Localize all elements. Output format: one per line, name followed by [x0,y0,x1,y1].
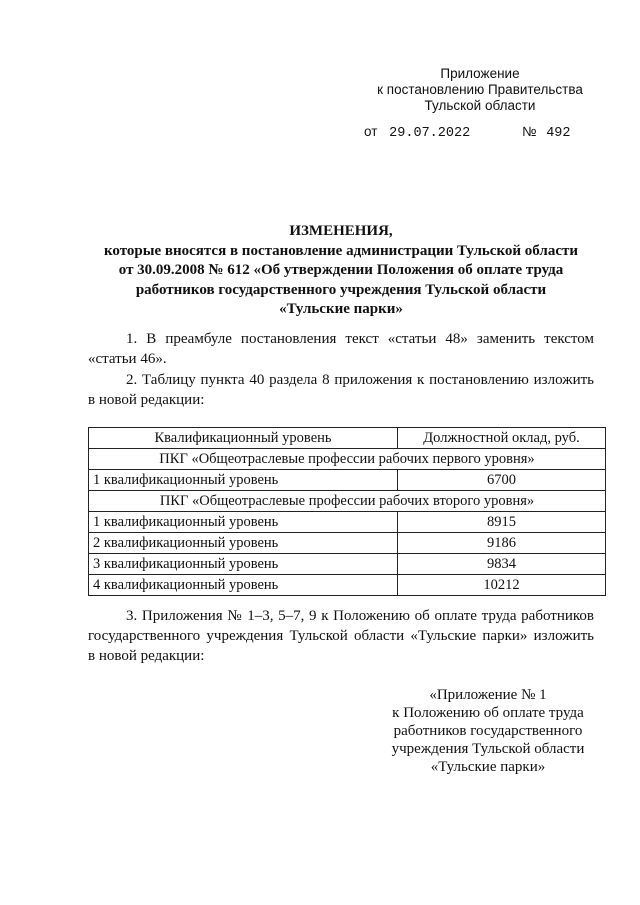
row-level: 2 квалификационный уровень [89,533,398,554]
title-line-3: от 30.09.2008 № 612 «Об утверждении Положения об оплате труда [118,262,564,278]
header-qualification-level: Квалификационный уровень [89,428,398,449]
decree-number: 492 [546,126,571,141]
annex-line-5: «Тульские парки» [430,759,546,775]
table-row [89,533,606,554]
header-salary: Должностной оклад, руб. [398,428,606,449]
table-group-row [89,491,606,512]
title-line-4: работников государственного учреждения Тульской области [135,281,547,298]
paragraph-1-line-2: «статьи 46». [88,351,167,367]
row-salary: 6700 [398,470,606,491]
row-salary: 9834 [398,554,606,575]
annex-line-1: «Приложение № 1 [429,687,547,703]
attachment-line-2: к постановлению Правительства [377,82,583,97]
group-1-title: ПКГ «Общеотраслевые профессии рабочих первого уровня» [89,449,606,470]
group-2-title: ПКГ «Общеотраслевые профессии рабочих второго уровня» [89,491,606,512]
date-prefix: от [364,124,378,139]
title-line-5: «Тульские парки» [279,301,403,317]
decree-date: 29.07.2022 [389,126,471,141]
paragraph-3-line-2: государственного учреждения Тульской области «Тульские парки» изложить [88,628,594,644]
number-sign: № [521,124,537,139]
paragraph-3-line-3: в новой редакции: [88,648,205,664]
table-row [89,575,606,596]
annex-line-2: к Положению об оплате труда [392,705,584,721]
attachment-line-3: Тульской области [424,98,536,113]
table-header-row [89,428,606,449]
attachment-line-1: Приложение [440,66,520,81]
table-row [89,470,606,491]
paragraph-2-line-2: в новой редакции: [88,392,205,408]
row-level: 1 квалификационный уровень [89,512,398,533]
annex-line-3: работников государственного [393,723,583,739]
annex-line-4: учреждения Тульской области [391,741,585,757]
title-line-2: которые вносятся в постановление администрации Тульской области [103,242,578,259]
paragraph-2-line-1: 2. Таблицу пункта 40 раздела 8 приложения к постановлению изложить [126,372,594,388]
annex-header [378,686,598,776]
title-line-1: ИЗМЕНЕНИЯ, [289,223,393,239]
paragraph-1-line-1: 1. В преамбуле постановления текст «статьи 48» заменить текстом [126,331,594,347]
salary-table [88,427,606,596]
attachment-header [340,66,620,114]
paragraph-2 [88,370,594,410]
table-group-row [89,449,606,470]
decree-date-number [364,124,571,141]
row-salary: 8915 [398,512,606,533]
row-level: 1 квалификационный уровень [89,470,398,491]
paragraph-3-line-1: 3. Приложения № 1–3, 5–7, 9 к Положению об оплате труда работников [126,608,594,624]
row-level: 3 квалификационный уровень [89,554,398,575]
row-salary: 9186 [398,533,606,554]
table-row [89,554,606,575]
table-row [89,512,606,533]
row-level: 4 квалификационный уровень [89,575,398,596]
document-title [88,222,594,320]
paragraph-1 [88,329,594,369]
row-salary: 10212 [398,575,606,596]
paragraph-3 [88,606,594,666]
